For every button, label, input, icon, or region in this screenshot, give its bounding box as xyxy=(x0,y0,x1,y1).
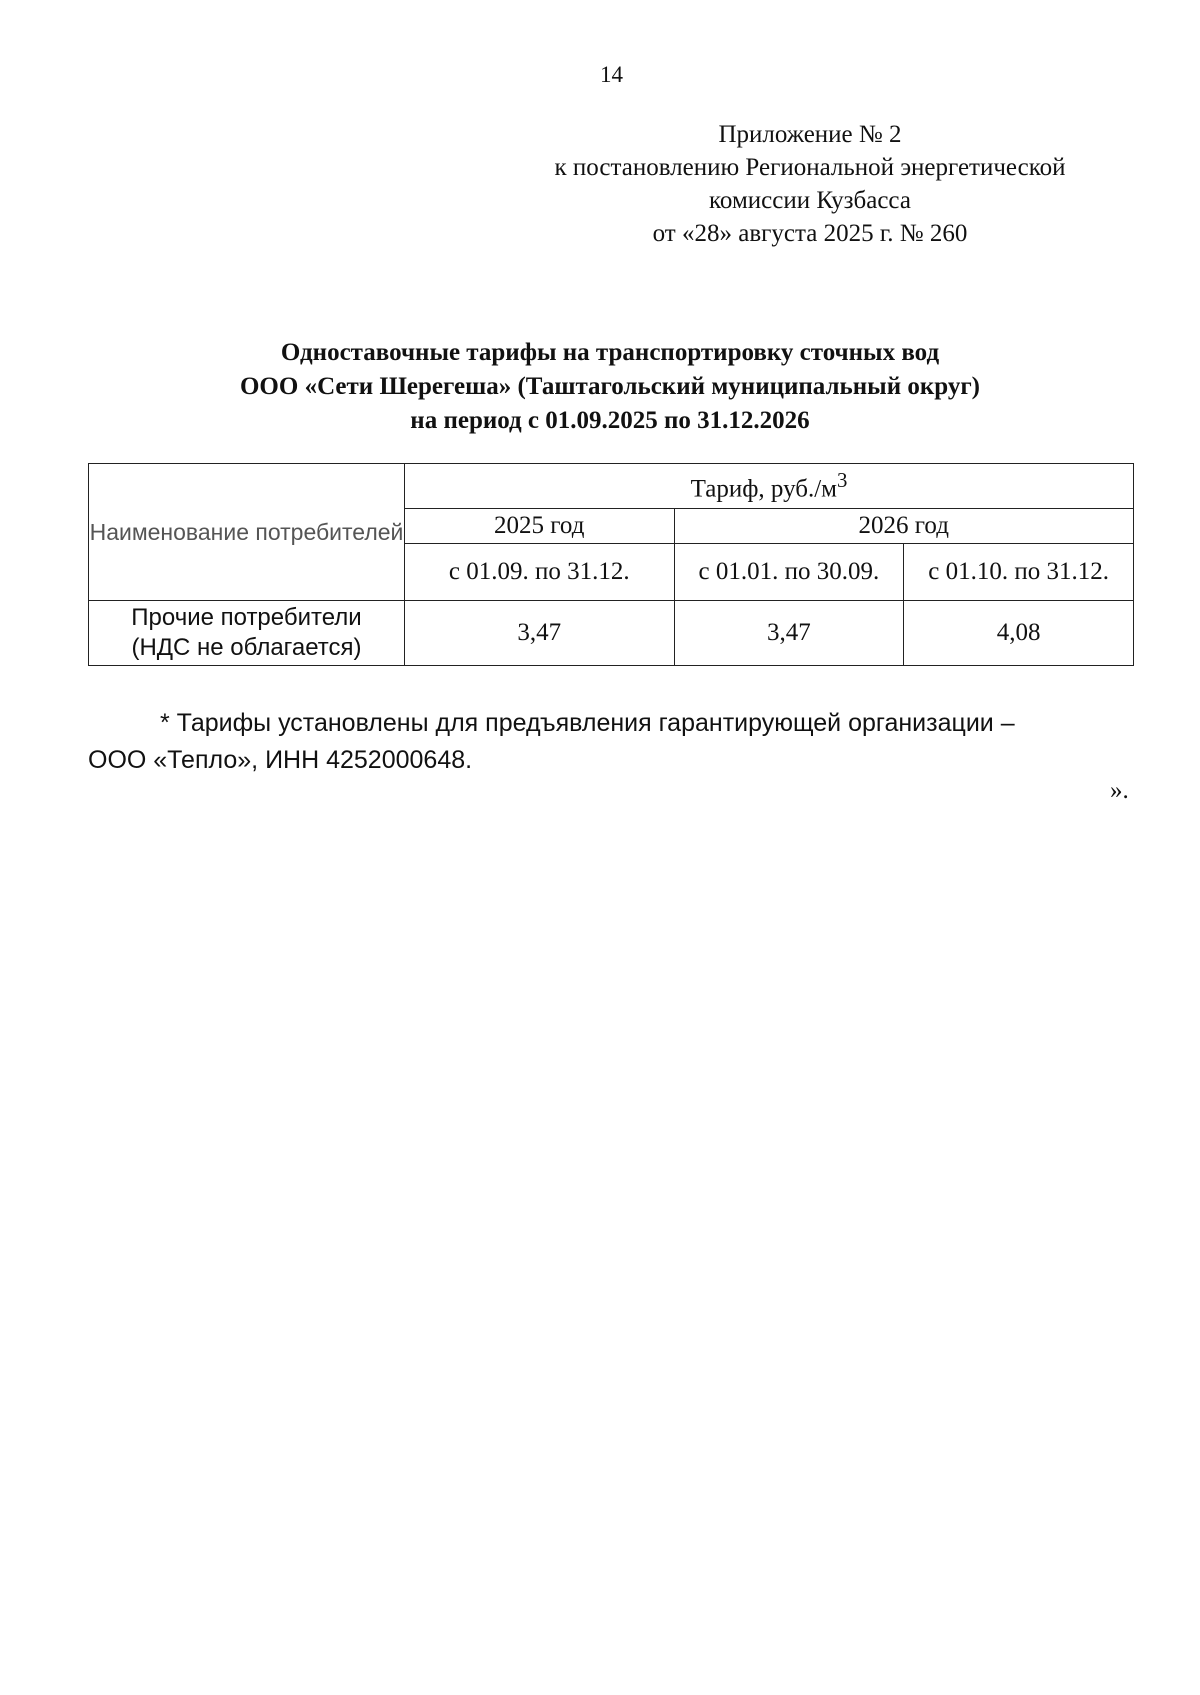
consumer-name-cell xyxy=(89,601,405,666)
tariff-header-label: Тариф, руб./м xyxy=(690,475,837,503)
period-header-2: с 01.01. по 30.09. xyxy=(674,544,904,601)
title-line-2: ООО «Сети Шерегеша» (Таштагольский муниципальный округ) xyxy=(239,373,981,400)
consumer-name: Прочие потребители xyxy=(131,604,362,631)
tariff-value-1: 3,47 xyxy=(404,601,674,666)
period-header-3: с 01.10. по 31.12. xyxy=(904,544,1134,601)
tariff-table xyxy=(88,463,1134,666)
tariff-value-3: 4,08 xyxy=(904,601,1134,666)
table-header-row xyxy=(89,464,1134,509)
title-line-1: Одноставочные тарифы на транспортировку сточных вод xyxy=(280,339,940,366)
title-line-3: на период с 01.09.2025 по 31.12.2026 xyxy=(410,407,810,434)
consumer-vat-note: (НДС не облагается) xyxy=(131,634,362,661)
footnote xyxy=(88,705,1148,779)
closing-quote-mark: ». xyxy=(1110,777,1129,804)
year-2026-header: 2026 год xyxy=(674,509,1134,544)
tariff-unit-power: 3 xyxy=(836,468,848,493)
appendix-date: от «28» августа 2025 г. № 260 xyxy=(652,220,968,247)
table-row xyxy=(89,601,1134,666)
appendix-commission: комиссии Кузбасса xyxy=(709,187,911,214)
appendix-title: Приложение № 2 xyxy=(718,121,902,148)
footnote-line-2: ООО «Тепло», ИНН 4252000648. xyxy=(88,746,473,774)
footnote-line-1: * Тарифы установлены для предъявления гарантирующей организации – xyxy=(160,709,1015,737)
period-header-1: с 01.09. по 31.12. xyxy=(404,544,674,601)
year-2025-header: 2025 год xyxy=(404,509,674,544)
document-title xyxy=(60,336,1160,438)
consumer-name-header: Наименование потребителей xyxy=(89,464,405,601)
appendix-reference: к постановлению Региональной энергетической xyxy=(554,154,1066,181)
appendix-header xyxy=(500,118,1120,250)
page-number: 14 xyxy=(600,62,623,87)
tariff-header xyxy=(404,464,1133,509)
tariff-value-2: 3,47 xyxy=(674,601,904,666)
